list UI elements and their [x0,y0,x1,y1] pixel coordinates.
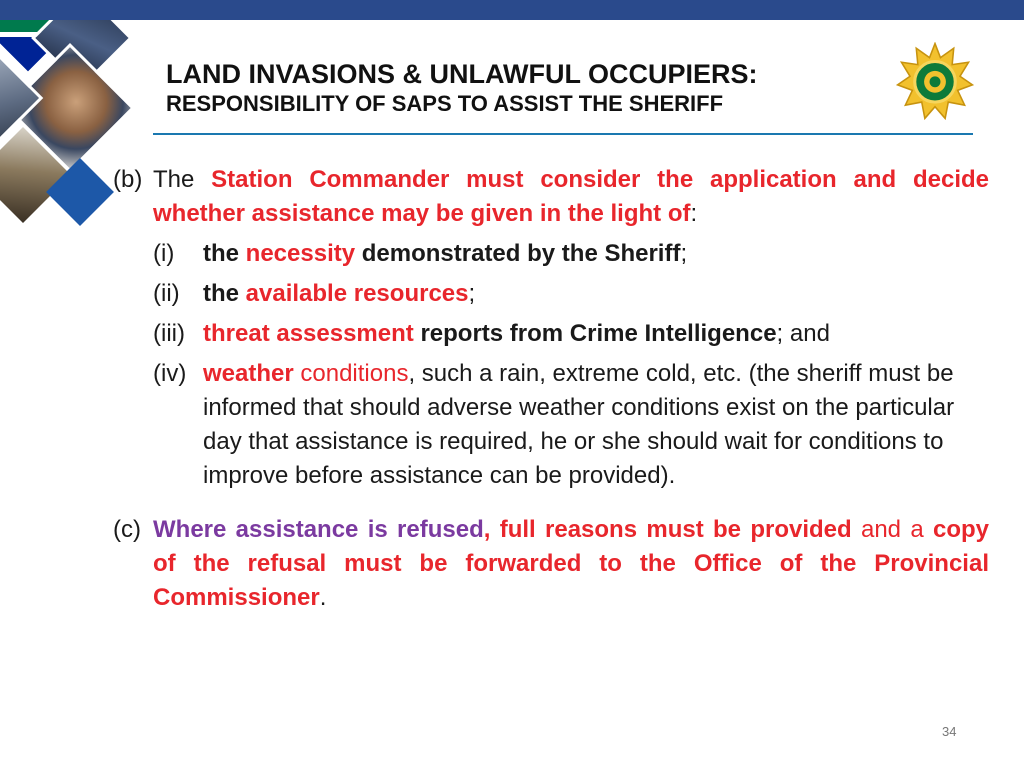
c-text-copy: copy of the refusal must be forwarded to the Office of the Provincial Commissioner [153,516,989,611]
c-text-comma: , [483,516,500,543]
item-iv-conditions: conditions [293,360,409,387]
saps-star-badge-icon [896,42,974,120]
item-i-highlight: necessity [245,240,356,267]
paragraph-c-label: (c) [113,516,141,543]
paragraph-b-label: (b) [113,166,143,193]
list-item-i [113,237,989,271]
list-item-number: (ii) [153,280,180,307]
item-ii-text-2: ; [468,280,476,307]
page-number: 34 [942,724,957,739]
list-item-number: (iv) [153,360,187,387]
list-item-iii [113,317,989,351]
list-item-iv [113,357,989,493]
b-text-colon: : [690,200,698,227]
c-text-period: . [319,584,327,611]
slide-body [113,163,989,615]
item-ii-highlight: available resources [245,280,469,307]
item-i-text-3: ; [680,240,688,267]
b-text-intro: The [153,166,212,193]
top-banner [0,0,1024,20]
list-item-number: (i) [153,240,175,267]
item-iv-text: , such a rain, extreme cold, etc. (the sheriff must be informed that should adverse weather conditions exist on the particular day that assistance is required, he or she should wait for conditions to improve before assistance can be provided). [203,360,955,489]
item-iii-text-1: reports from Crime Intelligence [413,320,777,347]
c-text-and: and a [851,516,933,543]
item-iii-text-2: ; and [776,320,830,347]
item-ii-text-1: the [203,280,246,307]
title-line-1: LAND INVASIONS & UNLAWFUL OCCUPIERS: [166,59,758,89]
c-text-reasons: full reasons must be provided [499,516,852,543]
paragraph-b [113,163,989,231]
title-divider [153,133,973,135]
title-line-2: RESPONSIBILITY OF SAPS TO ASSIST THE SHERIFF [166,91,724,116]
paragraph-c [113,513,989,615]
slide-title [166,58,886,118]
b-text-highlight: Station Commander must consider the application and decide whether assistance may be given in the light of [153,166,989,227]
list-item-number: (iii) [153,320,185,347]
item-iii-highlight: threat assessment [203,320,414,347]
c-text-refused: Where assistance is refused [153,516,484,543]
item-i-text-1: the [203,240,246,267]
item-iv-highlight: weather [203,360,294,387]
item-i-text-2: demonstrated by the Sheriff [355,240,681,267]
list-item-ii [113,277,989,311]
